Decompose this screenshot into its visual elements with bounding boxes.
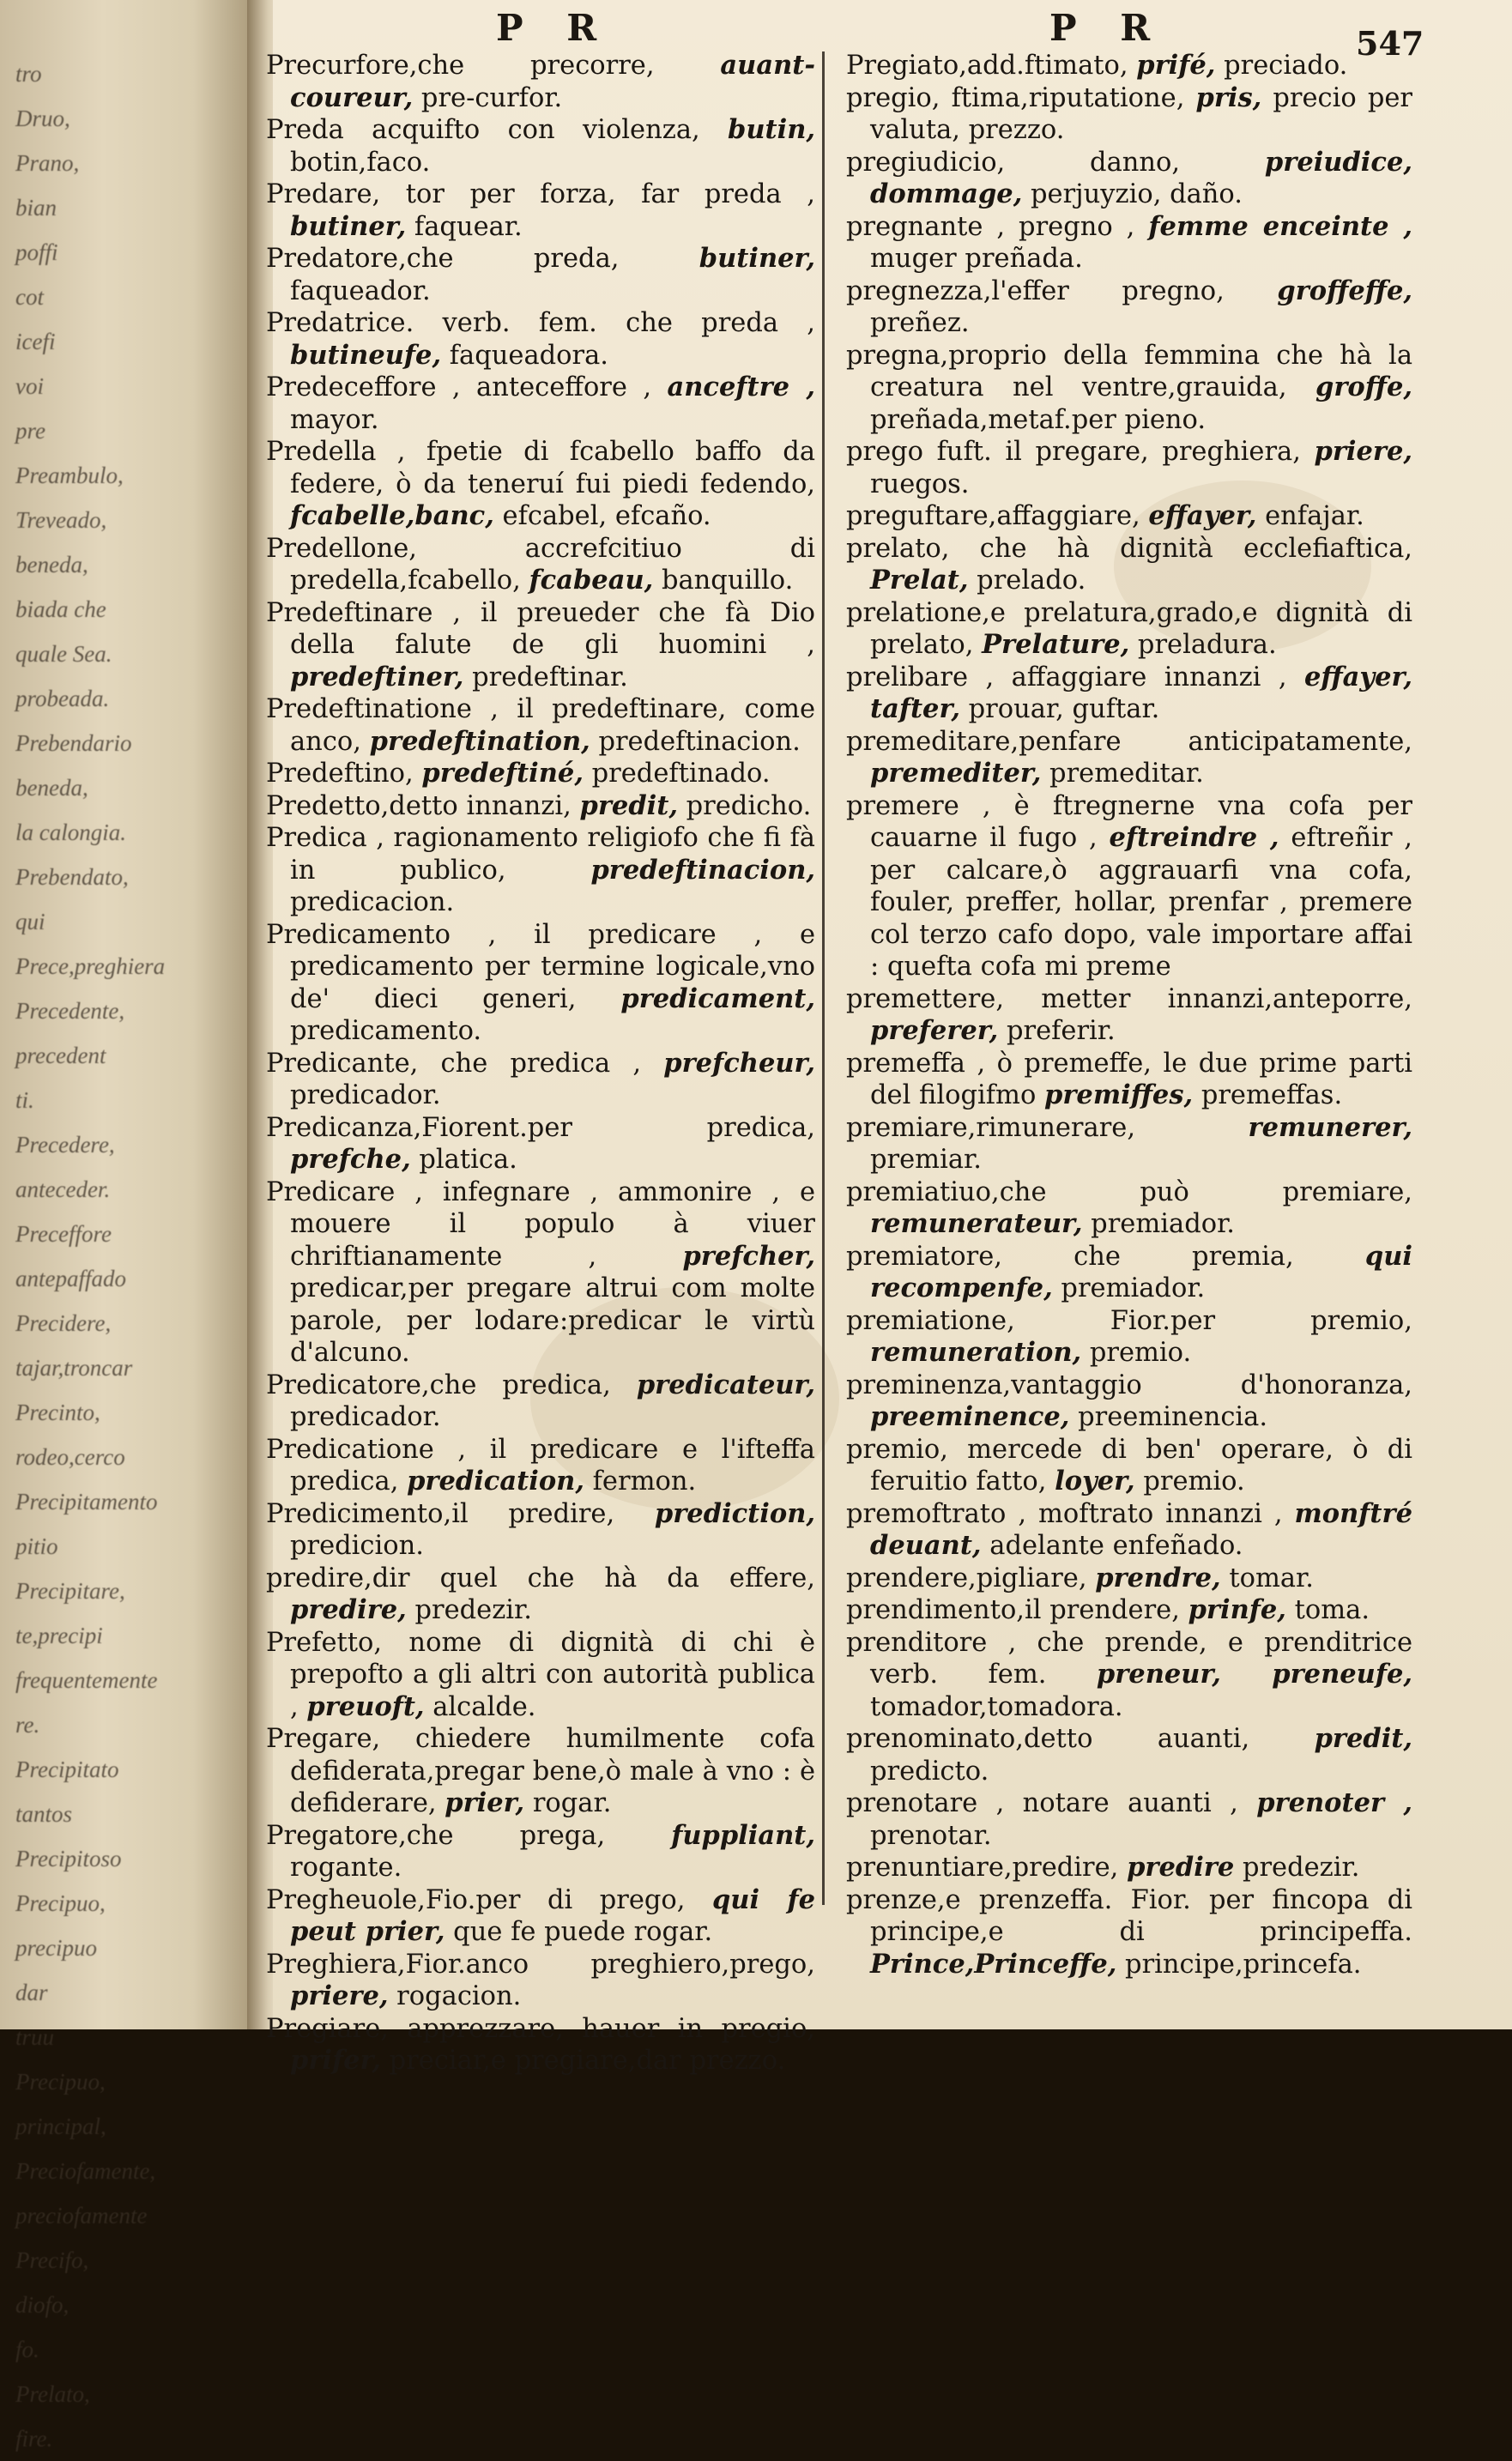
- entry-spanish: predicho.: [677, 790, 812, 821]
- right-column: [846, 50, 1412, 1980]
- entry-french: qui recompenfe,: [870, 1240, 1412, 1303]
- entry-italian: premeditare,penfare anticipatamente,: [846, 726, 1412, 757]
- dictionary-entry: [266, 372, 815, 436]
- dictionary-entry: [846, 726, 1412, 790]
- header-left: P R: [496, 7, 613, 49]
- entry-italian: Predatrice. verb. fem. che preda ,: [266, 308, 815, 338]
- facing-page-line: anteceder.: [15, 1176, 111, 1202]
- entry-french: predeftination,: [369, 725, 590, 757]
- entry-french: predeftiné,: [421, 758, 584, 789]
- entry-spanish: preciado.: [1215, 51, 1348, 81]
- entry-italian: prelibare , affaggiare innanzi ,: [846, 662, 1304, 692]
- entry-italian: Predeceffore , anteceffore ,: [266, 372, 668, 402]
- dictionary-entry: [266, 436, 815, 533]
- dictionary-entry: [846, 1241, 1412, 1305]
- entry-spanish: predicador.: [290, 1402, 441, 1432]
- entry-french: remunerer,: [1248, 1111, 1412, 1143]
- entry-spanish: predezir.: [406, 1595, 532, 1625]
- entry-french: predit,: [579, 789, 678, 821]
- entry-french: prifé,: [1136, 50, 1216, 81]
- entry-italian: pregnezza,l'effer pregno,: [846, 275, 1278, 306]
- dictionary-entry: [266, 1884, 815, 1949]
- entry-italian: Predella , fpetie di fcabello baffo da federe, ò da teneruí fui piedi fedendo,: [266, 437, 815, 499]
- facing-page-line: precipuo: [15, 1935, 97, 1961]
- entry-french: predication,: [407, 1466, 584, 1497]
- dictionary-entry: [266, 533, 815, 597]
- dictionary-entry: [266, 114, 815, 178]
- entry-italian: premiatiuo,che può premiare,: [846, 1176, 1412, 1207]
- entry-spanish: preciar,e pregiare,dar prezzo.: [380, 2046, 786, 2076]
- entry-italian: premiatore, che premia,: [846, 1241, 1365, 1272]
- facing-page-line: voi: [15, 373, 44, 399]
- facing-page-line: te,precipi: [15, 1623, 103, 1648]
- entry-french: premiffes,: [1044, 1079, 1194, 1110]
- page-number: 547: [1356, 24, 1424, 63]
- facing-page-line: re.: [15, 1712, 40, 1738]
- entry-spanish: premiar.: [870, 1145, 982, 1175]
- facing-page-line: antepaffado: [15, 1266, 126, 1291]
- facing-page-line: ti.: [15, 1087, 34, 1113]
- facing-page-line: Precipitoso: [15, 1846, 122, 1871]
- entry-italian: pregnante , pregno ,: [846, 211, 1149, 242]
- entry-italian: prelatione,e prelatura,grado,e dignità di prelato,: [846, 597, 1412, 660]
- entry-italian: Preda acquifto con violenza,: [266, 115, 729, 145]
- entry-french: preeminence,: [870, 1401, 1070, 1432]
- entry-spanish: predicto.: [870, 1756, 989, 1787]
- entry-spanish: que fe puede rogar.: [445, 1917, 713, 1947]
- entry-italian: premere , è ftregnerne vna cofa per cauarne il fugo ,: [846, 790, 1412, 853]
- entry-italian: Predeftinatione , il predeftinare, come anco,: [266, 694, 815, 757]
- entry-italian: preminenza,vantaggio d'honoranza,: [846, 1370, 1412, 1400]
- entry-italian: prenotare , notare auanti ,: [846, 1788, 1257, 1818]
- dictionary-entry: [266, 1627, 815, 1724]
- dictionary-entry: [266, 1112, 815, 1176]
- dictionary-entry: [266, 790, 815, 823]
- entry-french: prefche,: [290, 1144, 411, 1175]
- dictionary-entry: [266, 50, 815, 114]
- facing-page-line: Preciofamente,: [15, 2158, 156, 2184]
- entry-italian: Pregheuole,Fio.per di prego,: [266, 1884, 712, 1915]
- dictionary-entry: [846, 436, 1412, 500]
- entry-french: predire: [1127, 1852, 1235, 1883]
- dictionary-entry: [846, 82, 1412, 147]
- entry-french: butiner,: [290, 210, 407, 242]
- dictionary-entry: [846, 1627, 1412, 1724]
- entry-spanish: enfajar.: [1256, 501, 1364, 531]
- entry-spanish: tomador,tomadora.: [870, 1691, 1123, 1722]
- entry-french: Prelature,: [982, 629, 1130, 660]
- header-right: P R: [1049, 7, 1166, 49]
- facing-page-line: Prebendato,: [15, 864, 129, 890]
- entry-french: prefcheur,: [663, 1047, 815, 1079]
- entry-italian: prendimento,il prendere,: [846, 1595, 1188, 1625]
- entry-italian: Predicare , infegnare , ammonire , e mouere il populo à viuer chriftianamente ,: [266, 1176, 815, 1272]
- entry-french: prenoter ,: [1256, 1787, 1412, 1818]
- dictionary-entry: [846, 1884, 1412, 1981]
- facing-page-line: truu: [15, 2024, 55, 2050]
- entry-spanish: fermon.: [584, 1466, 697, 1497]
- entry-french: prendre,: [1095, 1562, 1221, 1593]
- entry-french: loyer,: [1055, 1466, 1135, 1497]
- entry-french: preiudice, dommage,: [870, 146, 1412, 209]
- entry-spanish: rogacion.: [388, 1981, 522, 2011]
- entry-spanish: preferir.: [998, 1016, 1116, 1046]
- entry-italian: Predare, tor per forza, far preda ,: [266, 179, 815, 209]
- entry-french: predit,: [1314, 1723, 1412, 1754]
- entry-french: Prelat,: [870, 565, 969, 596]
- facing-page-line: principal,: [15, 2113, 106, 2139]
- entry-spanish: rogante.: [290, 1853, 402, 1883]
- entry-french: remuneration,: [870, 1337, 1082, 1368]
- facing-page-line: Precedere,: [15, 1132, 115, 1158]
- facing-page-line: Precedente,: [15, 998, 125, 1024]
- dictionary-entry: [266, 1434, 815, 1498]
- dictionary-entry: [266, 1048, 815, 1112]
- entry-french: qui fe peut prier,: [290, 1884, 815, 1947]
- entry-italian: prenominato,detto auanti,: [846, 1724, 1315, 1754]
- facing-page-line: Druo,: [15, 106, 70, 131]
- entry-french: predeftinacion,: [590, 854, 815, 886]
- entry-spanish: preñada,metaf.per pieno.: [870, 404, 1207, 435]
- entry-french: prier,: [445, 1787, 525, 1818]
- entry-italian: Predicanza,Fiorent.per predica,: [266, 1112, 815, 1143]
- facing-page-line: icefi: [15, 329, 56, 354]
- entry-italian: Pregiare, apprezzare, hauer in pregio,: [266, 2013, 815, 2044]
- entry-french: priere,: [1314, 436, 1412, 467]
- entry-french: fuppliant,: [671, 1819, 815, 1851]
- entry-spanish: premeditar.: [1041, 759, 1204, 789]
- facing-page-line: tro: [15, 61, 42, 87]
- entry-french: Prince,Princeffe,: [870, 1948, 1117, 1980]
- dictionary-entry: [846, 662, 1412, 726]
- facing-page-line: Precipuo,: [15, 1890, 106, 1916]
- dictionary-entry: [266, 693, 815, 758]
- entry-french: preuoft,: [306, 1690, 425, 1722]
- entry-spanish: predeftinacion.: [590, 726, 801, 757]
- entry-french: priere,: [290, 1980, 389, 2011]
- dictionary-entry: [846, 1563, 1412, 1595]
- entry-italian: premoftrato , moftrato innanzi ,: [846, 1498, 1295, 1529]
- entry-spanish: adelante enfeñado.: [981, 1531, 1243, 1561]
- facing-page-line: diofo,: [15, 2292, 70, 2318]
- entry-italian: Predicante, che predica ,: [266, 1048, 664, 1079]
- entry-italian: Predatore,che preda,: [266, 244, 699, 274]
- entry-spanish: predicion.: [290, 1531, 424, 1561]
- dictionary-entry: [846, 1498, 1412, 1563]
- entry-italian: Pregiato,add.ftimato,: [846, 51, 1137, 81]
- dictionary-entry: [846, 1434, 1412, 1498]
- entry-spanish: principe,princefa.: [1116, 1949, 1362, 1980]
- dictionary-entry: [846, 1112, 1412, 1176]
- entry-spanish: ruegos.: [870, 469, 970, 499]
- facing-page-line: poffi: [15, 239, 58, 265]
- entry-italian: Predica , ragionamento religiofo che fi fà in publico,: [266, 823, 815, 886]
- entry-spanish: premio.: [1134, 1466, 1245, 1497]
- entry-spanish: efcabel, efcaño.: [493, 501, 711, 531]
- entry-french: preneur, preneufe,: [1096, 1659, 1412, 1690]
- entry-spanish: prelado.: [968, 565, 1086, 596]
- facing-page: [0, 0, 257, 2452]
- facing-page-line: Prano,: [15, 150, 80, 176]
- entry-french: preferer,: [870, 1015, 999, 1046]
- entry-french: butineufe,: [290, 339, 442, 371]
- dictionary-entry: [266, 1949, 815, 2013]
- facing-page-line: la calongia.: [15, 819, 126, 845]
- facing-page-line: probeada.: [15, 686, 110, 711]
- dictionary-entry: [846, 1723, 1412, 1787]
- entry-italian: Preghiera,Fior.anco preghiero,prego,: [266, 1949, 815, 1980]
- entry-spanish: platica.: [410, 1145, 517, 1175]
- entry-spanish: alcalde.: [424, 1691, 536, 1722]
- entry-spanish: pre-curfor.: [413, 82, 563, 113]
- entry-spanish: premiador.: [1052, 1273, 1206, 1303]
- facing-page-line: Precipitamento: [15, 1489, 158, 1515]
- facing-page-line: tajar,troncar: [15, 1355, 133, 1381]
- entry-french: monftré deuant,: [870, 1497, 1412, 1561]
- entry-french: auant-coureur,: [290, 50, 815, 113]
- facing-page-line: precedent: [15, 1043, 106, 1068]
- entry-french: groffe,: [1315, 372, 1412, 402]
- entry-french: butiner,: [699, 243, 815, 274]
- dictionary-entry: [846, 211, 1412, 275]
- facing-page-line: Prebendario: [15, 730, 132, 756]
- entry-french: remunerateur,: [870, 1208, 1083, 1239]
- entry-italian: predire,dir quel che hà da effere,: [266, 1563, 815, 1593]
- facing-page-line: fo.: [15, 2337, 39, 2362]
- entry-spanish: predicacion.: [290, 887, 455, 917]
- entry-spanish: premiador.: [1082, 1209, 1236, 1239]
- entry-french: predicament,: [620, 983, 815, 1014]
- facing-page-line: fire.: [15, 2426, 53, 2452]
- entry-spanish: preñez.: [870, 308, 970, 338]
- dictionary-page: [266, 0, 1512, 2076]
- entry-italian: prendere,pigliare,: [846, 1563, 1096, 1593]
- entry-italian: Predicatione , il predicare e l'ifteffa predica,: [266, 1434, 815, 1497]
- facing-page-line: quale Sea.: [15, 641, 112, 667]
- entry-spanish: prenotar.: [870, 1820, 992, 1851]
- dictionary-entry: [266, 307, 815, 372]
- entry-french: premediter,: [870, 758, 1042, 789]
- facing-page-line: tantos: [15, 1801, 73, 1827]
- facing-page-line: Precipitare,: [15, 1578, 125, 1604]
- facing-page-line: beneda,: [15, 552, 88, 577]
- entry-spanish: premeffas.: [1193, 1080, 1343, 1110]
- entry-italian: premio, mercede di ben' operare, ò di feruitio fatto,: [846, 1434, 1412, 1497]
- facing-page-line: Treveado,: [15, 507, 107, 533]
- entry-italian: premettere, metter innanzi,anteporre,: [846, 983, 1412, 1014]
- dictionary-entry: [846, 597, 1412, 662]
- entry-french: prinfe,: [1188, 1594, 1286, 1625]
- facing-page-line: Precipuo,: [15, 2069, 106, 2095]
- dictionary-entry: [266, 758, 815, 790]
- entry-french: predicateur,: [636, 1369, 815, 1400]
- dictionary-entry: [846, 275, 1412, 340]
- facing-page-line: Precinto,: [15, 1400, 100, 1425]
- dictionary-entry: [266, 1723, 815, 1820]
- dictionary-entry: [846, 983, 1412, 1048]
- entry-french: effayer, tafter,: [870, 661, 1412, 724]
- entry-italian: prenditore , che prende, e prenditrice verb. fem.: [846, 1627, 1412, 1690]
- entry-italian: pregiudicio, danno,: [846, 147, 1265, 178]
- dictionary-entry: [266, 178, 815, 243]
- dictionary-entry: [846, 50, 1412, 82]
- facing-page-line: dar: [15, 1980, 48, 2005]
- entry-spanish: preeminencia.: [1069, 1402, 1268, 1432]
- dictionary-entry: [266, 597, 815, 694]
- entry-french: prifer,: [290, 2045, 381, 2076]
- entry-french: anceftre ,: [667, 372, 815, 402]
- entry-italian: Predicatore,che predica,: [266, 1370, 637, 1400]
- dictionary-entry: [846, 1176, 1412, 1241]
- entry-spanish: predeftinado.: [583, 759, 771, 789]
- facing-page-line: qui: [15, 909, 45, 934]
- dictionary-entry: [266, 2013, 815, 2077]
- entry-italian: Predicamento , il predicare , e predicamento per termine logicale,vno de' dieci generi,: [266, 919, 815, 1014]
- entry-italian: Predeftino,: [266, 759, 422, 789]
- entry-spanish: predeftinar.: [463, 662, 628, 692]
- facing-page-line: Precipitato: [15, 1757, 119, 1782]
- entry-spanish: preladura.: [1129, 630, 1277, 660]
- column-rule: [822, 51, 825, 1905]
- facing-page-fragments: [15, 51, 247, 2461]
- entry-italian: Predellone, accrefcitiuo di predella,fcabello,: [266, 533, 815, 596]
- entry-italian: Pregare, chiedere humilmente cofa defiderata,pregar bene,ò male à vno : è defiderare,: [266, 1724, 815, 1818]
- entry-italian: prego fuft. il pregare, preghiera,: [846, 437, 1315, 467]
- entry-italian: Pregatore,che prega,: [266, 1820, 672, 1851]
- facing-page-line: Precidere,: [15, 1310, 112, 1336]
- dictionary-entry: [266, 1370, 815, 1434]
- dictionary-entry: [846, 340, 1412, 437]
- entry-french: prefcher,: [682, 1240, 815, 1272]
- dictionary-entry: [846, 1787, 1412, 1852]
- entry-spanish: faqueadora.: [441, 340, 608, 371]
- facing-page-line: preciofamente: [15, 2203, 148, 2228]
- entry-french: pris,: [1195, 82, 1262, 113]
- dictionary-entry: [846, 1370, 1412, 1434]
- facing-page-line: Preceffore: [15, 1221, 112, 1247]
- dictionary-entry: [266, 1563, 815, 1627]
- dictionary-entry: [846, 147, 1412, 211]
- entry-spanish: rogar.: [524, 1788, 612, 1818]
- entry-spanish: toma.: [1285, 1595, 1370, 1625]
- entry-italian: prelato, che hà dignità ecclefiaftica,: [846, 533, 1412, 564]
- entry-french: prediction,: [654, 1497, 815, 1529]
- facing-page-line: Prece,preghiera: [15, 953, 166, 979]
- entry-spanish: predezir.: [1234, 1853, 1360, 1883]
- entry-spanish: tomar.: [1220, 1563, 1314, 1593]
- facing-page-line: pre: [15, 418, 45, 444]
- entry-italian: premiare,rimunerare,: [846, 1112, 1249, 1143]
- entry-spanish: mayor.: [290, 404, 379, 435]
- entry-spanish: faqueador.: [290, 275, 431, 306]
- dictionary-entry: [846, 790, 1412, 983]
- facing-page-line: pitio: [15, 1533, 58, 1559]
- left-column: [266, 50, 815, 2077]
- entry-italian: pregio, ftima,riputatione,: [846, 82, 1196, 113]
- facing-page-line: Precifo,: [15, 2247, 89, 2273]
- entry-spanish: predicamento.: [290, 1016, 482, 1046]
- dictionary-entry: [846, 1852, 1412, 1884]
- entry-italian: Predetto,detto innanzi,: [266, 790, 580, 821]
- dictionary-entry: [266, 1176, 815, 1370]
- entry-french: groffeffe,: [1277, 275, 1412, 306]
- entry-italian: premiatione, Fior.per premio,: [846, 1305, 1412, 1336]
- entry-french: effayer,: [1148, 500, 1257, 531]
- entry-spanish: eftreñir , per calcare,ò aggrauarfi vna cofa, fouler, preffer, hollar, prenfar , premere col terzo cafo dopo, vale importare affai : quefta cofa mi preme: [870, 823, 1413, 982]
- facing-page-line: cot: [15, 284, 44, 310]
- dictionary-entry: [846, 533, 1412, 597]
- entry-spanish: precio per valuta, prezzo.: [870, 82, 1412, 145]
- entry-spanish: premio.: [1081, 1338, 1192, 1368]
- entry-italian: Precurfore,che precorre,: [266, 51, 721, 81]
- entry-french: eftreindre ,: [1109, 822, 1279, 853]
- facing-page-line: biada che: [15, 596, 106, 622]
- entry-spanish: muger preñada.: [870, 244, 1083, 274]
- entry-italian: pregna,proprio della femmina che hà la creatura nel ventre,grauida,: [846, 340, 1412, 402]
- entry-french: predire,: [290, 1594, 407, 1625]
- facing-page-line: bian: [15, 195, 57, 221]
- dictionary-entry: [846, 1594, 1412, 1627]
- entry-french: predeftiner,: [290, 661, 464, 692]
- entry-spanish: predicar,per pregare altrui com molte parole, per lodare:predicar le virtù d'alcuno.: [290, 1273, 815, 1368]
- dictionary-entry: [846, 500, 1412, 533]
- entry-italian: Predeftinare , il preueder che fà Dio della falute de gli huomini ,: [266, 597, 815, 660]
- entry-spanish: banquillo.: [653, 565, 794, 596]
- entry-italian: preguftare,affaggiare,: [846, 501, 1149, 531]
- entry-italian: prenze,e prenzeffa. Fior. per fincopa di principe,e di principeffa.: [846, 1884, 1412, 1947]
- dictionary-entry: [266, 822, 815, 919]
- entry-spanish: predicador.: [290, 1080, 441, 1110]
- entry-italian: Predicimento,il predire,: [266, 1498, 655, 1529]
- dictionary-entry: [846, 1048, 1412, 1112]
- entry-french: femme enceinte ,: [1148, 210, 1412, 242]
- entry-spanish: botin,faco.: [290, 147, 431, 178]
- facing-page-line: Preambulo,: [15, 463, 124, 488]
- dictionary-entry: [266, 1820, 815, 1884]
- facing-page-line: frequentemente: [15, 1667, 158, 1693]
- entry-french: butin,: [728, 114, 815, 145]
- entry-spanish: prouar, guftar.: [959, 694, 1160, 724]
- entry-italian: prenuntiare,predire,: [846, 1853, 1128, 1883]
- dictionary-entry: [266, 1498, 815, 1563]
- facing-page-line: rodeo,cerco: [15, 1444, 125, 1470]
- dictionary-entry: [846, 1305, 1412, 1370]
- entry-french: fcabelle,banc,: [290, 500, 494, 531]
- entry-spanish: faquear.: [406, 211, 523, 242]
- entry-french: fcabeau,: [529, 565, 654, 596]
- entry-italian: premeffa , ò premeffe, le due prime parti del filogifmo: [846, 1048, 1412, 1110]
- facing-page-line: Prelato,: [15, 2381, 90, 2407]
- entry-italian: Prefetto, nome di dignità di chi è prepofto a gli altri con autorità publica ,: [266, 1627, 815, 1722]
- facing-page-line: beneda,: [15, 775, 88, 801]
- dictionary-entry: [266, 243, 815, 307]
- entry-spanish: perjuyzio, daño.: [1022, 179, 1243, 209]
- dictionary-entry: [266, 919, 815, 1048]
